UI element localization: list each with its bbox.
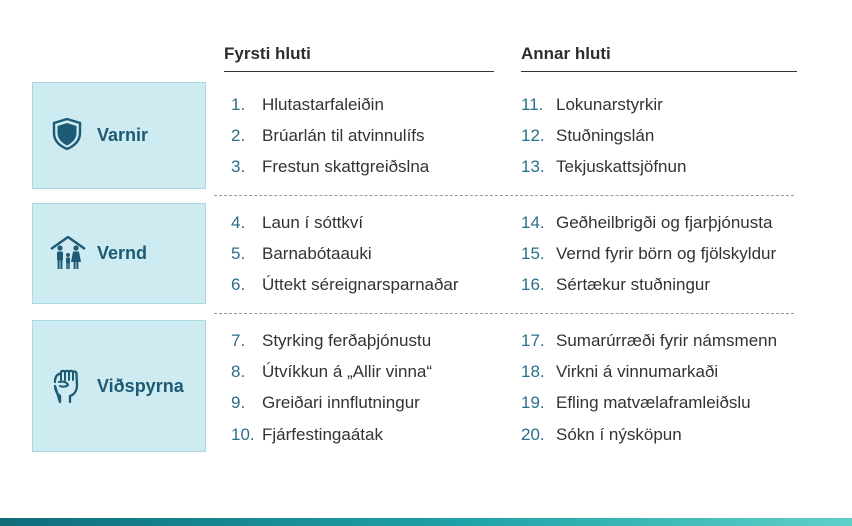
list-item: 13. Tekjuskattsjöfnun — [521, 157, 687, 176]
list-item: 12. Stuðningslán — [521, 126, 655, 145]
list-item: 14. Geðheilbrigði og fjarþjónusta — [521, 213, 773, 232]
shield-icon — [50, 117, 84, 151]
raised-fist-icon — [49, 368, 83, 404]
family-house-icon — [48, 234, 88, 272]
list-item: 18. Virkni á vinnumarkaði — [521, 362, 719, 381]
list-item: 2. Brúarlán til atvinnulífs — [231, 126, 425, 145]
section-divider — [214, 195, 794, 196]
category-vernd — [32, 203, 206, 304]
list-item: 7. Styrking ferðaþjónustu — [231, 331, 432, 350]
category-label-vernd: Vernd — [97, 243, 148, 263]
bottom-accent-bar — [0, 518, 852, 526]
list-item: 5. Barnabótaauki — [231, 244, 372, 263]
list-item: 11. Lokunarstyrkir — [521, 95, 663, 114]
category-label-vidspyrna: Viðspyrna — [97, 375, 184, 396]
category-label-varnir: Varnir — [97, 125, 149, 145]
list-item: 6. Úttekt séreignarsparnaðar — [231, 275, 459, 294]
category-vidspyrna — [32, 320, 206, 452]
column-header-second: Annar hluti — [521, 44, 797, 72]
section-divider — [214, 313, 794, 314]
list-item: 1. Hlutastarfaleiðin — [231, 95, 384, 114]
list-item: 8. Útvíkkun á „Allir vinna“ — [231, 362, 433, 381]
column-header-first: Fyrsti hluti — [224, 44, 494, 72]
list-item: 15. Vernd fyrir börn og fjölskyldur — [521, 244, 777, 263]
list-item: 3. Frestun skattgreiðslna — [231, 157, 430, 176]
list-item: 10. Fjárfestingaátak — [231, 425, 383, 444]
category-varnir — [32, 82, 206, 189]
list-item: 17. Sumarúrræði fyrir námsmenn — [521, 331, 778, 350]
list-item: 9. Greiðari innflutningur — [231, 393, 420, 412]
list-item: 16. Sértækur stuðningur — [521, 275, 711, 294]
list-item: 19. Efling matvælaframleiðslu — [521, 393, 751, 412]
list-item: 4. Laun í sóttkví — [231, 213, 364, 232]
list-item: 20. Sókn í nýsköpun — [521, 425, 682, 444]
